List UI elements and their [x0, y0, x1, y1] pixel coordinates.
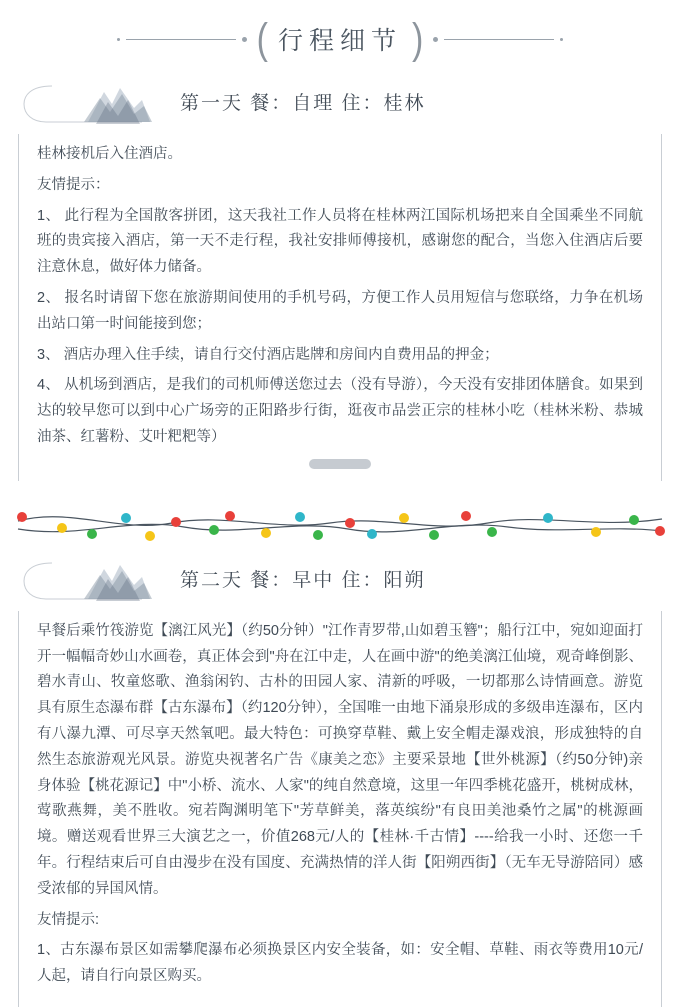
- day-2-paragraph-1: 早餐后乘竹筏游览【漓江风光】（约50分钟）"江作青罗带,山如碧玉簪"；船行江中，宛如迎面打开一幅幅奇妙山水画卷，真正体会到"舟在江中走，人在画中游"的绝美漓江仙境，观奇峰倒影、碧水青山、牧童悠歌、渔翁闲钓、古朴的田园人家、清新的呼吸，一切都那么诗情画意。游览具有原生态瀑布群【古东瀑布】（约120分钟），全国唯一由地下涌泉形成的多级串连瀑布，区内有八瀑九潭、可尽享天然氧吧。最大特色：可换穿草鞋、戴上安全帽走瀑戏浪，形成独特的自然生态旅游观光风景。游览央视著名广告《康美之恋》主要采景地【世外桃源】（约50分钟)亲身体验【桃花源记】中"小桥、流水、人家"的纯自然意境，这里一年四季桃花盛开，桃树成林，莺歌燕舞，美不胜收。宛若陶渊明笔下"芳草鲜美，落英缤纷"有良田美池桑竹之属"的桃源画境。赠送观看世界三大演艺之一，价值268元/人的【桂林·千古情】----给我一小时、还您一千年。行程结束后可自由漫步在没有国度、充满热情的洋人街【阳朔西街】（无车无导游陪同）感受浓郁的异国风情。: [37, 622, 643, 897]
- day-1-paragraph-6: 4、 从机场到酒店，是我们的司机师傅送您过去（没有导游），今天没有安排团体膳食。如果到达的较早您可以到中心广场旁的正阳路步行街，逛夜市品尝正宗的桂林小吃（桂林米粉、恭城油茶、红薯粉、艾叶粑粑等）: [37, 377, 643, 445]
- divider-wave-and-dots: [0, 493, 680, 547]
- day-1-body: [18, 134, 662, 481]
- page-title: 行程细节: [277, 27, 402, 55]
- title-dot-left-inner: [242, 37, 247, 42]
- day-1-paragraph-4: 2、 报名时请留下您在旅游期间使用的手机号码，方便工作人员用短信与您联络，力争在机场出站口第一时间能接到您；: [37, 289, 643, 332]
- day-2-paragraph-2: 友情提示:: [37, 911, 100, 928]
- day-2-title: 第二天 餐：早中 住：阳朔: [180, 569, 426, 591]
- title-right-paren: ): [412, 15, 424, 63]
- divider-dots: [17, 511, 665, 541]
- day-1-paragraph-1: 桂林接机后入住酒店。: [37, 146, 182, 162]
- day-2-paragraph-3: 1、古东瀑布景区如需攀爬瀑布必须换景区内安全装备，如：安全帽、草鞋、雨衣等费用10元/人起，请自行向景区购买。: [37, 942, 643, 985]
- decorative-divider: [0, 493, 680, 547]
- title-dot-right-outer: [560, 38, 563, 41]
- title-left-paren: (: [256, 15, 268, 63]
- mountain-icon: [82, 555, 154, 607]
- scroll-pill[interactable]: [309, 459, 371, 469]
- title-rule-right: [444, 39, 554, 40]
- day-1-title: 第一天 餐：自理 住：桂林: [180, 93, 426, 114]
- mountain-icon: [82, 78, 154, 130]
- day-1-paragraph-5: 3、 酒店办理入住手续，请自行交付酒店匙牌和房间内自费用品的押金；: [37, 346, 499, 363]
- day-1-paragraph-2: 友情提示：: [37, 176, 110, 193]
- day-1-paragraph-3: 1、 此行程为全国散客拼团，这天我社工作人员将在桂林两江国际机场把来自全国乘坐不同航班的贵宾接入酒店，第一天不走行程，我社安排师傅接机，感谢您的配合，当您入住酒店后要注意休息，做好体力储备。: [37, 207, 643, 276]
- page-title-band: [0, 8, 680, 70]
- title-dot-right-inner: [433, 37, 438, 42]
- page-title-row: [0, 8, 680, 70]
- day-2-body: [18, 611, 662, 1007]
- day-2-header: [20, 553, 660, 611]
- title-dot-left-outer: [117, 38, 120, 41]
- title-rule-left: [126, 39, 236, 40]
- day-1-header: [20, 76, 660, 134]
